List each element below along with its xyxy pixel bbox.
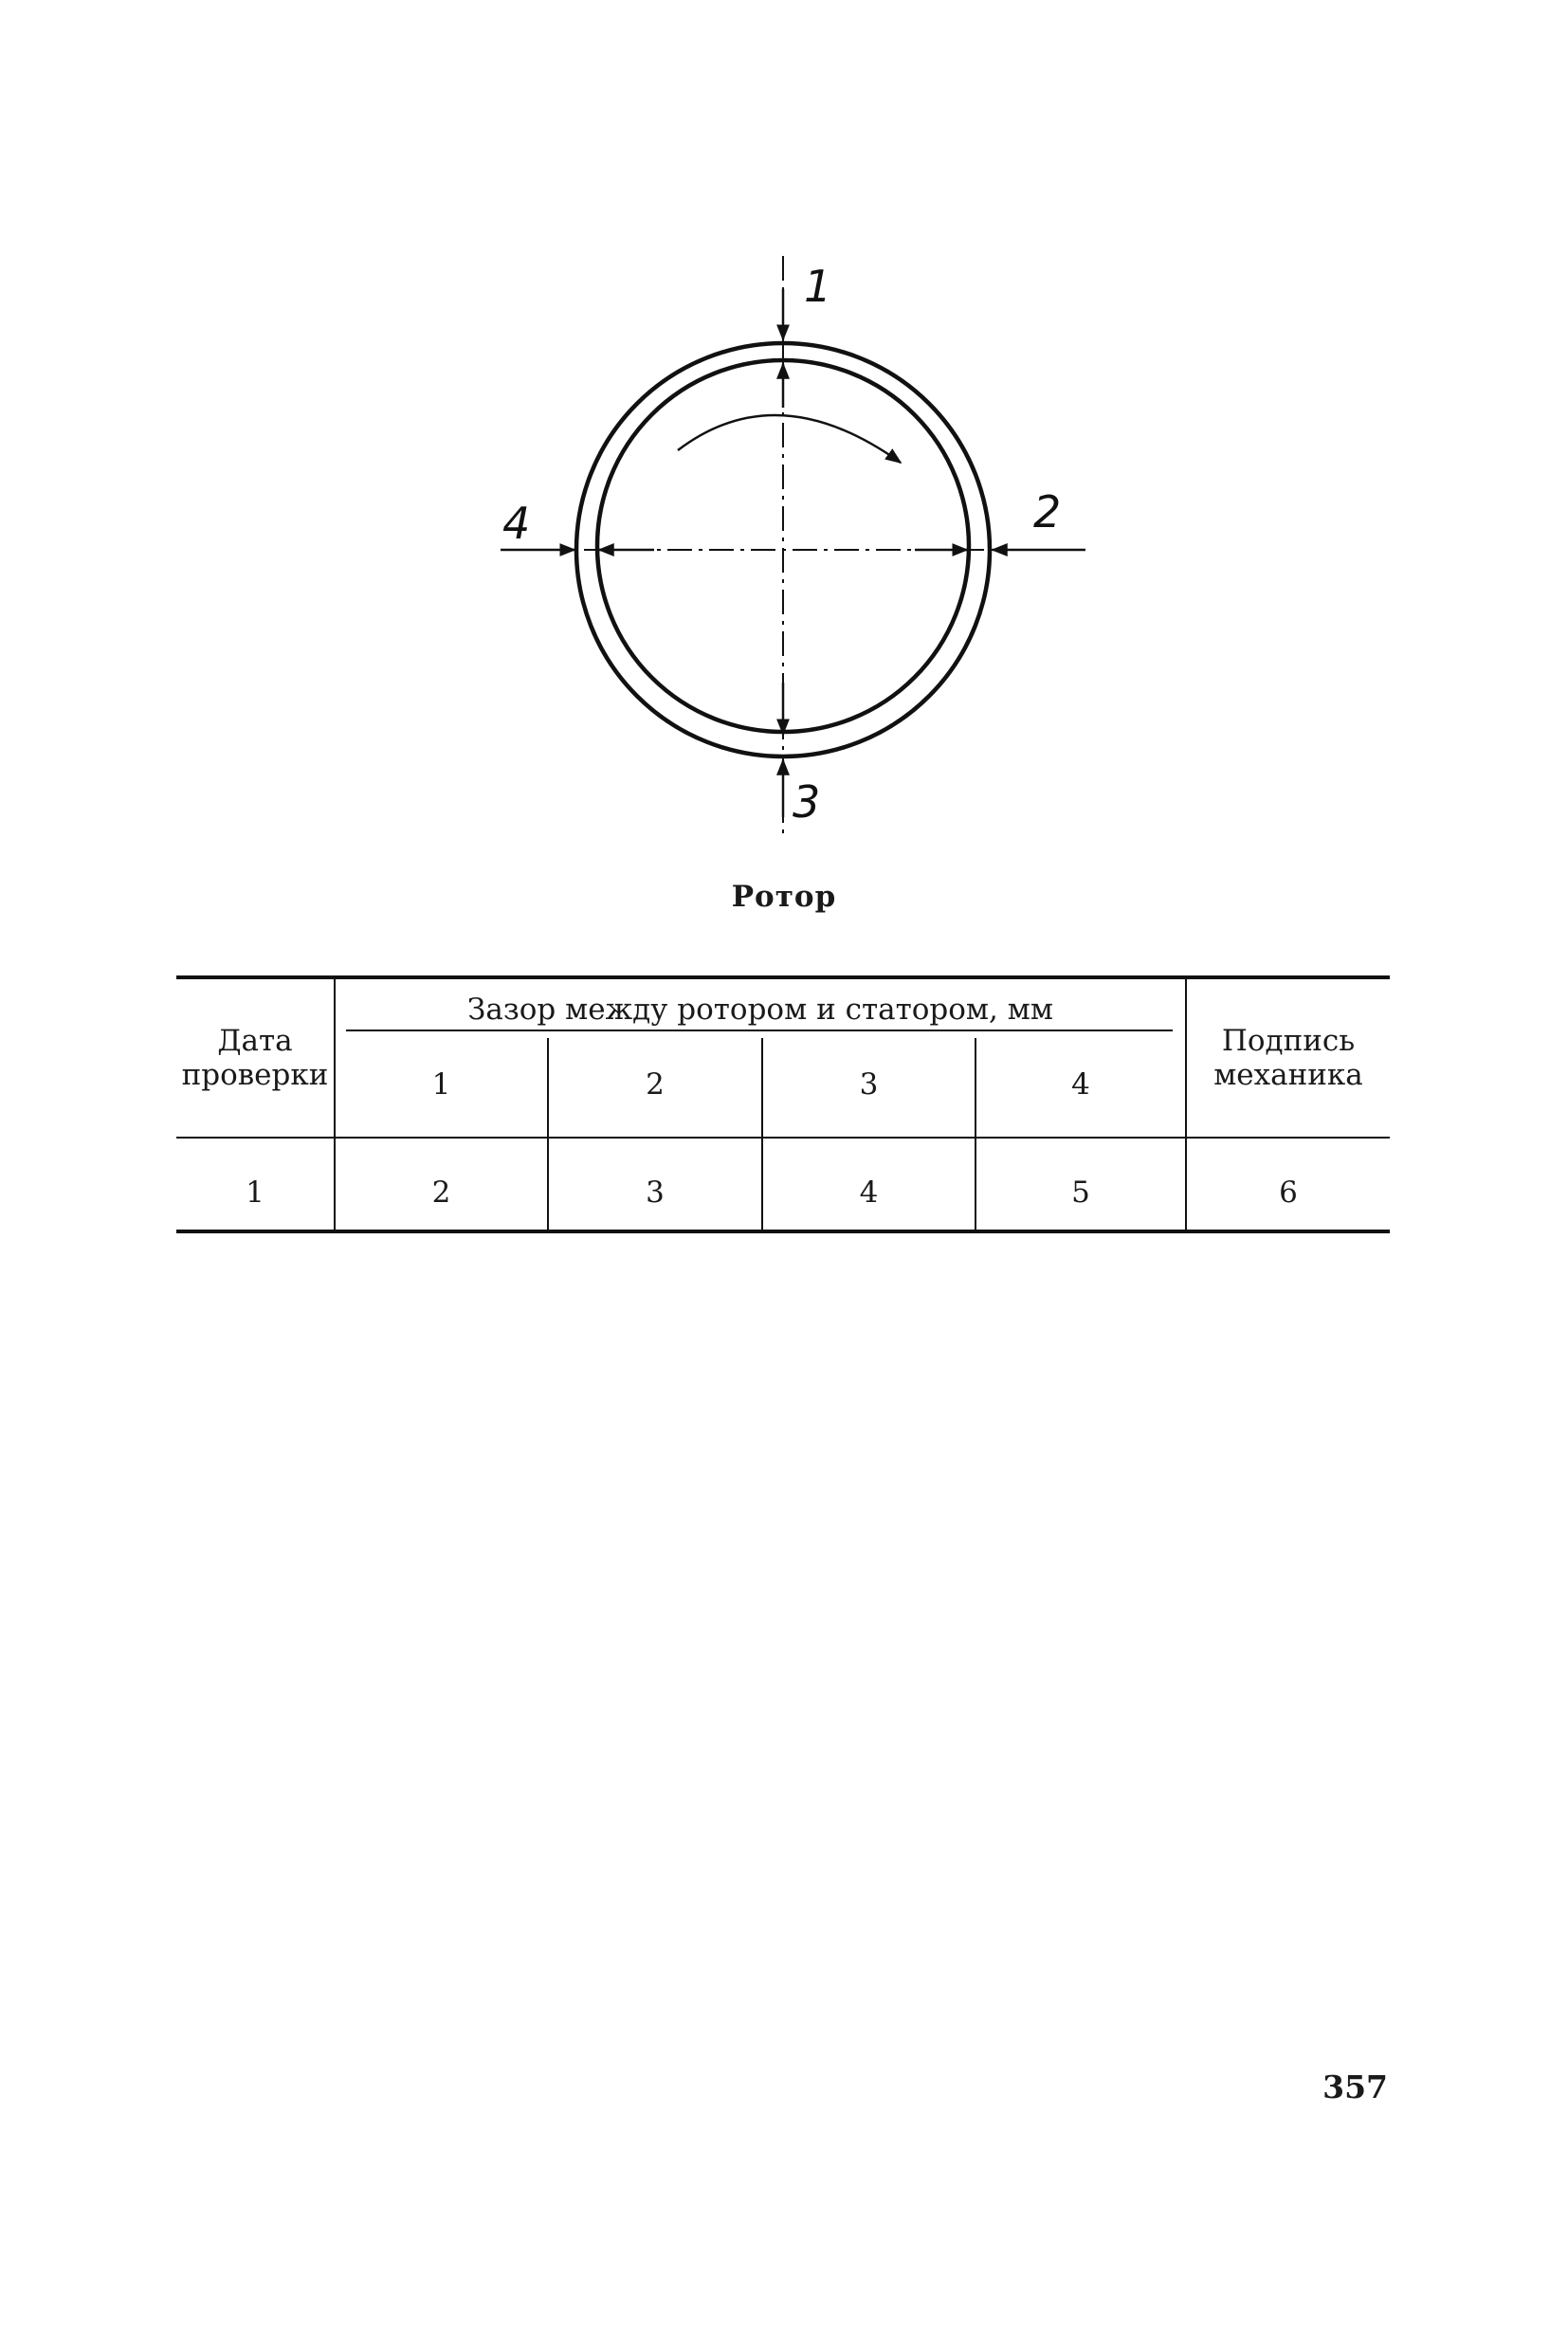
table-top-rule	[176, 975, 1390, 979]
date-column-header: Дата проверки	[181, 1024, 329, 1092]
numbering-cell: 5	[1071, 1176, 1090, 1210]
point-label-3: 3	[793, 776, 821, 828]
signature-column-header: Подпись механика	[1213, 1024, 1363, 1092]
numbering-cell: 2	[431, 1176, 451, 1210]
numbering-cell: 1	[246, 1176, 264, 1210]
rotation-direction-arrow	[678, 415, 901, 463]
gap-group-header: Зазор между ротором и статором, мм	[467, 993, 1053, 1027]
header-row-separator	[176, 1137, 1390, 1139]
numbering-cell: 6	[1279, 1176, 1298, 1210]
point-label-4: 4	[502, 498, 531, 549]
rotor-stator-gap-diagram	[0, 0, 1568, 853]
gap-column-header-4: 4	[1071, 1067, 1090, 1102]
gap-column-header-2: 2	[646, 1067, 665, 1102]
point-label-2: 2	[1033, 486, 1062, 538]
numbering-cell: 3	[646, 1176, 665, 1210]
point-label-1: 1	[804, 261, 832, 312]
page-number: 357	[1322, 2069, 1388, 2105]
gap-column-header-3: 3	[859, 1067, 879, 1102]
group-header-underline	[346, 1030, 1173, 1031]
diagram-caption: Ротор	[731, 880, 837, 914]
table-bottom-rule	[176, 1230, 1390, 1233]
gap-column-header-1: 1	[431, 1067, 451, 1102]
numbering-cell: 4	[859, 1176, 879, 1210]
